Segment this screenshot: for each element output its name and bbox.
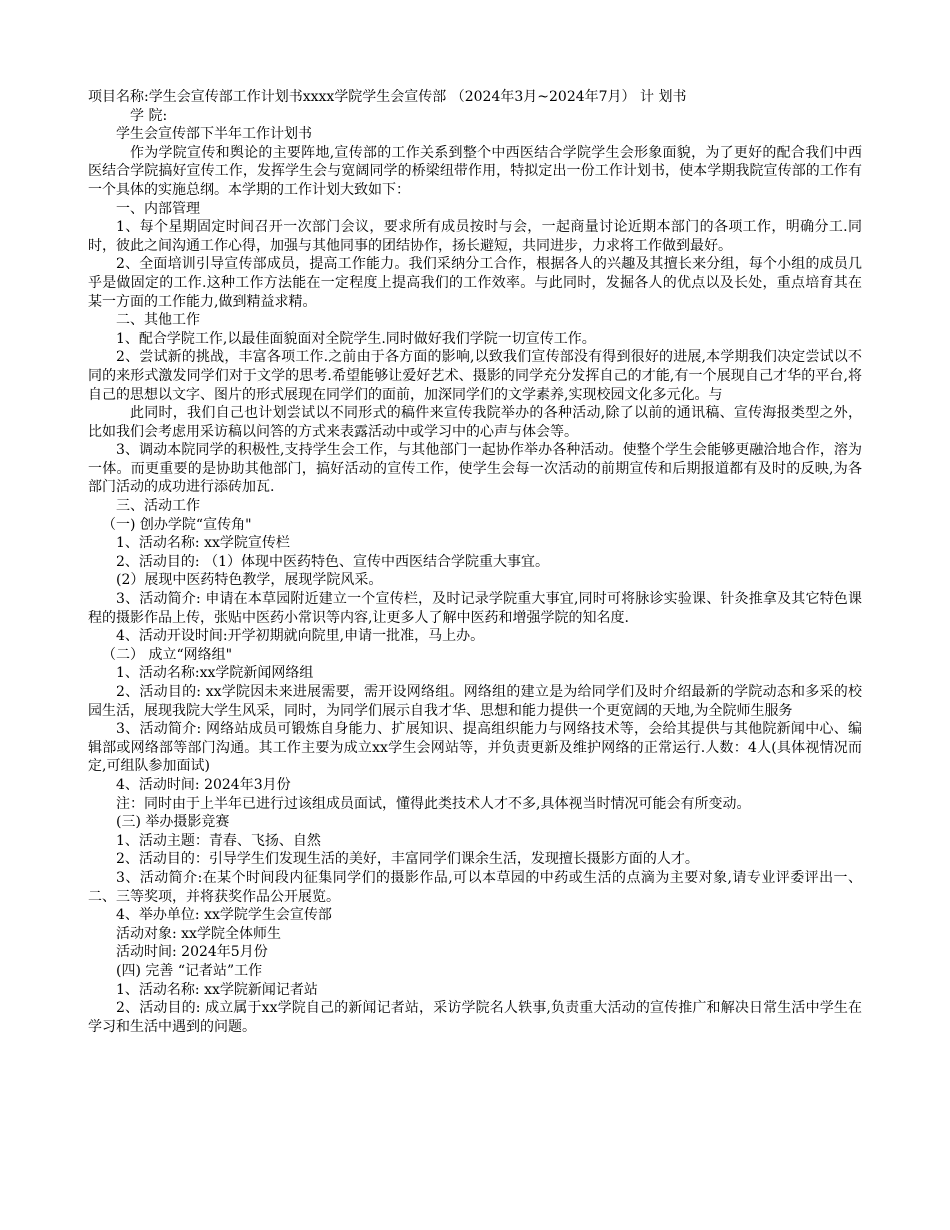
paragraph: 2、尝试新的挑战，丰富各项工作.之前由于各方面的影响,以致我们宣传部没有得到很好的进展,本学期我们决定尝试以不同的来形式激发同学们对于文学的思考.希望能够让爱好艺术、摄影的同学充分发挥自己的才能,有一个展现自己才华的平台,将自己的思想以文字、图片的形式展现在同学们的面前，加深同学们的文学素养,实现校园文化多元化。与 (88, 349, 862, 403)
paragraph: 1、活动名称:xx学院新闻网络组 (116, 665, 314, 682)
paragraph: 项目名称:学生会宣传部工作计划书xxxx学院学生会宣传部 （2024年3月~2024年7月） 计 划书 (88, 89, 687, 105)
paragraph: 3、活动简介:在某个时间段内征集同学们的摄影作品,可以本草园的中药或生活的点滴为主要对象,请专业评委评出一、二、三等奖项，并将获奖作品公开展览。 (88, 869, 862, 905)
paragraph: （一) 创办学院“宣传角" (102, 516, 252, 533)
paragraph: 活动对象: xx学院全体师生 (116, 925, 281, 942)
paragraph: (三) 举办摄影竞赛 (116, 814, 230, 831)
paragraph: 4、举办单位: xx学院学生会宣传部 (116, 907, 332, 924)
paragraph: 2、活动目的：引导学生们发现生活的美好，丰富同学们课余生活，发现擅长摄影方面的人才。 (116, 851, 699, 868)
paragraph: 1、活动主题：青春、飞扬、自然 (116, 832, 321, 849)
paragraph: 2、活动目的: 成立属于xx学院自己的新闻记者站，采访学院名人轶事,负责重大活动的宣传推广和解决日常生活中学生在学习和生活中遇到的问题。 (88, 1000, 862, 1035)
paragraph: 3、活动简介: 网络站成员可锻炼自身能力、扩展知识、提高组织能力与网络技术等，会给其提供与其他院新闻中心、编辑部或网络部等部门沟通。其工作主要为成立xx学生会网站等，并负责更新及维护网络的正常运行.人数：4人(具体视情况而定,可组队参加面试) (88, 721, 862, 775)
paragraph: 此同时，我们自己也计划尝试以不同形式的稿件来宣传我院举办的各种活动,除了以前的通讯稿、宣传海报类型之外，比如我们会考虑用采访稿以问答的方式来表露活动中或学习中的心声与体会等。 (88, 405, 862, 440)
paragraph: 2、活动目的: （1）体现中医药特色、宣传中西医结合学院重大事宜。 (116, 553, 549, 570)
paragraph: 1、每个星期固定时间召开一次部门会议，要求所有成员按时与会，一起商量讨论近期本部门的各项工作，明确分工.同时，彼此之间沟通工作心得，加强与其他同事的团结协作，扬长避短，共同进步，力求将工作做到最好。 (88, 219, 862, 254)
paragraph: 1、活动名称: xx学院新闻记者站 (116, 981, 318, 998)
paragraph: 1、活动名称: xx学院宣传栏 (116, 535, 290, 552)
paragraph: （二） 成立“网络组" (102, 646, 233, 663)
paragraph: 活动时间: 2024年5月份 (116, 944, 268, 961)
paragraph: 3、活动简介: 申请在本草园附近建立一个宣传栏，及时记录学院重大事宜,同时可将脉诊实验课、针灸推拿及其它特色课程的摄影作品上传，张贴中医药小常识等内容,让更多人了解中医药和增强学院的知名度. (88, 591, 862, 626)
paragraph: 作为学院宣传和舆论的主要阵地,宣传部的工作关系到整个中西医结合学院学生会形象面貌，为了更好的配合我们中西医结合学院搞好宣传工作，发挥学生会与宽阔同学的桥梁纽带作用，特拟定出一份工作计划书，使本学期我院宣传部的工作有一个具体的实施总纲。本学期的工作计划大致如下： (88, 144, 862, 198)
paragraph: 注：同时由于上半年已进行过该组成员面试，懂得此类技术人才不多,具体视当时情况可能会有所变动。 (116, 795, 751, 812)
paragraph: 二、其他工作 (116, 312, 200, 329)
paragraph: 三、活动工作 (116, 498, 200, 515)
paragraph: (2）展现中医药特色教学，展现学院风采。 (116, 572, 383, 589)
document-body (88, 88, 862, 1036)
paragraph: 学 院: (130, 107, 168, 124)
paragraph: 2、全面培训引导宣传部成员，提高工作能力。我们采纳分工合作，根据各人的兴趣及其擅长来分组，每个小组的成员几乎是做固定的工作.这种工作方法能在一定程度上提高我们的工作效率。与此同时，发掘各人的优点以及长处，重点培育其在某一方面的工作能力,做到精益求精。 (88, 256, 862, 310)
paragraph: 4、活动时间: 2024年3月份 (116, 776, 291, 793)
paragraph: 4、活动开设时间:开学初期就向院里,申请一批准，马上办。 (116, 628, 485, 645)
paragraph: 1、配合学院工作,以最佳面貌面对全院学生.同时做好我们学院一切宣传工作。 (116, 330, 596, 347)
paragraph: 学生会宣传部下半年工作计划书 (116, 126, 312, 143)
paragraph: 一、内部管理 (116, 200, 200, 217)
paragraph: 3、调动本院同学的积极性,支持学生会工作，与其他部门一起协作举办各种活动。使整个学生会能够更融洽地合作，溶为一体。而更重要的是协助其他部门，搞好活动的宣传工作，使学生会每一次活动的前期宣传和后期报道都有及时的反映,为各部门活动的成功进行添砖加瓦. (88, 442, 862, 496)
paragraph: 2、活动目的: xx学院因未来进展需要，需开设网络组。网络组的建立是为给同学们及时介绍最新的学院动态和多采的校园生活，展现我院大学生风采，同时，为同学们展示自我才华、思想和能力提供一个更宽阔的天地,为全院师生服务 (88, 684, 862, 719)
paragraph: (四) 完善 “记者站”工作 (116, 962, 263, 979)
